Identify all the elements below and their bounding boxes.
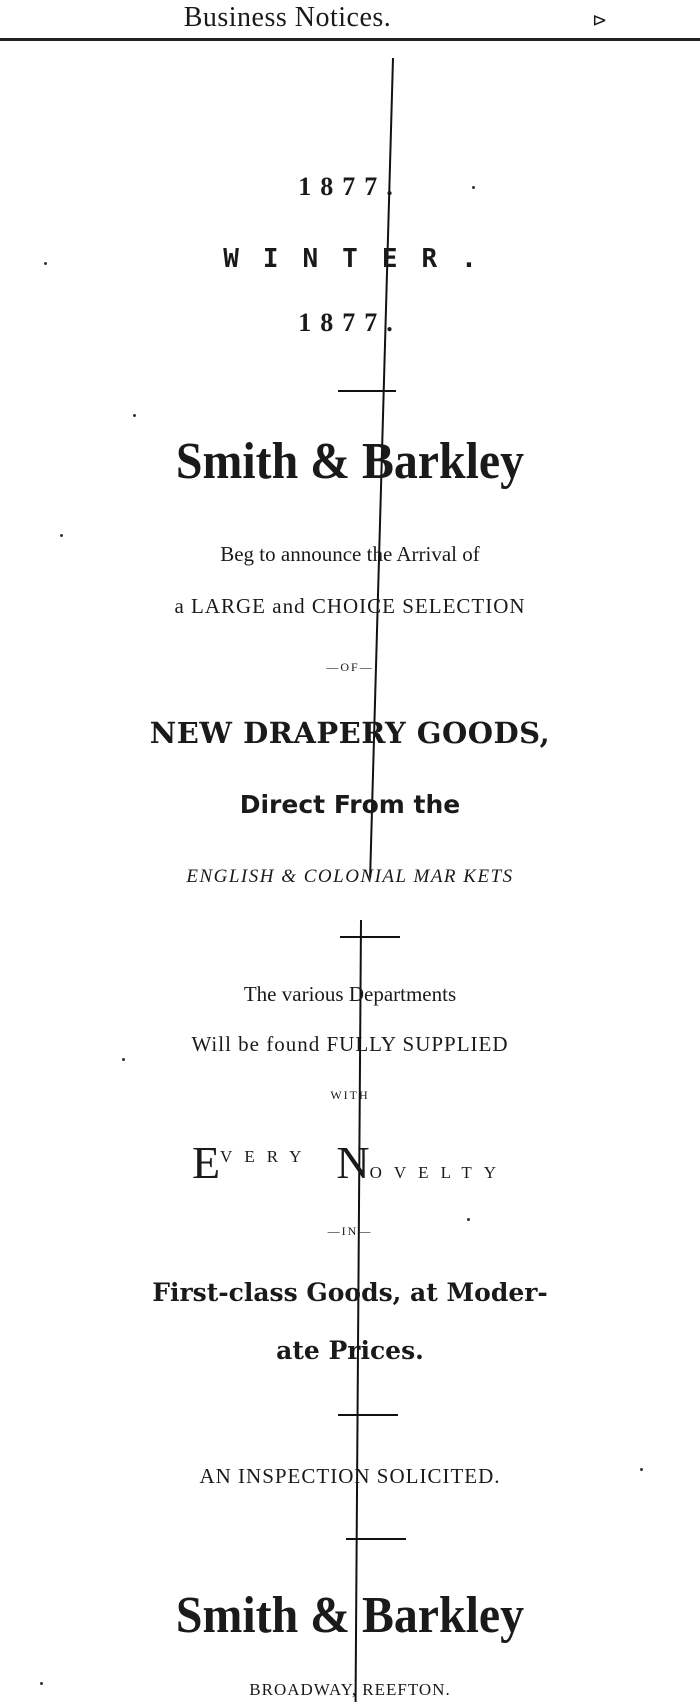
departments-line-1: The various Departments bbox=[243, 982, 457, 1006]
print-speck bbox=[133, 414, 136, 417]
every-rest: VERY bbox=[220, 1147, 314, 1166]
print-speck bbox=[640, 1468, 643, 1471]
printer-mark-icon: ⊳ bbox=[592, 10, 608, 31]
announce-line-1: Beg to announce the Arrival of bbox=[220, 542, 480, 566]
every-novelty-heading bbox=[0, 1136, 700, 1189]
announce-line-2: a LARGE and CHOICE SELECTION bbox=[174, 594, 526, 618]
divider-rule-2 bbox=[340, 936, 400, 938]
firm-name-heading: Smith & Barkley bbox=[175, 433, 525, 490]
novelty-rest: OVELTY bbox=[369, 1163, 509, 1182]
year-bottom: 1877. bbox=[298, 308, 402, 337]
of-label: —OF— bbox=[326, 660, 374, 674]
season-heading: WINTER. bbox=[223, 244, 501, 274]
quality-line-2: ate Prices. bbox=[276, 1336, 424, 1365]
print-speck bbox=[44, 262, 47, 265]
inspection-line: AN INSPECTION SOLICITED. bbox=[199, 1464, 501, 1488]
print-speck bbox=[60, 534, 63, 537]
divider-rule-3 bbox=[338, 1414, 398, 1416]
divider-rule-1 bbox=[338, 390, 396, 392]
address-line: BROADWAY, REEFTON. bbox=[249, 1680, 451, 1699]
quality-line-1: First-class Goods, at Moder- bbox=[152, 1278, 548, 1307]
year-top: 1877. bbox=[298, 172, 402, 201]
print-speck bbox=[472, 186, 475, 189]
goods-heading: NEW DRAPERY GOODS, bbox=[149, 716, 551, 750]
in-label: —IN— bbox=[327, 1224, 373, 1238]
every-initial: E bbox=[191, 1137, 221, 1188]
header-rule bbox=[0, 38, 700, 41]
print-speck bbox=[467, 1218, 470, 1221]
markets-line: ENGLISH & COLONIAL MAR KETS bbox=[186, 866, 514, 887]
section-header: Business Notices. bbox=[183, 2, 392, 33]
divider-rule-4 bbox=[346, 1538, 406, 1540]
with-label: WITH bbox=[330, 1088, 370, 1102]
print-speck bbox=[40, 1682, 43, 1685]
novelty-initial: N bbox=[336, 1137, 370, 1188]
departments-line-2: Will be found FULLY SUPPLIED bbox=[191, 1032, 509, 1056]
direct-line: Direct From the bbox=[239, 790, 461, 819]
print-speck bbox=[122, 1058, 125, 1061]
firm-name-footer: Smith & Barkley bbox=[175, 1587, 525, 1644]
